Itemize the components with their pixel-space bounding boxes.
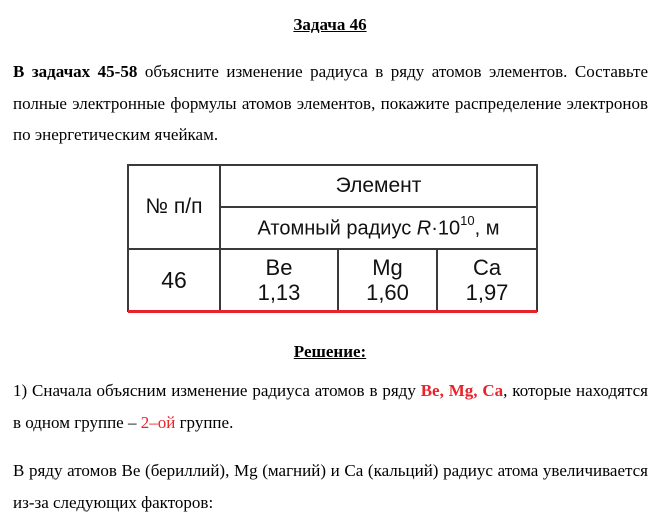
table-bottom-red-line [128,310,537,313]
element-radius-value: 1,13 [257,280,301,305]
header-element: Элемент [220,165,537,207]
element-cell-be [220,249,338,311]
group-number-highlight: 2–ой [140,412,176,432]
solution-title: Решение: [293,342,367,361]
element-series-highlight: Be, Mg, Ca [420,381,504,400]
para1-text-middle: , которые находятся в одном группе – [13,381,648,432]
para1-text-start: 1) Сначала объясним изменение радиуса атомов в ряду [13,381,421,400]
solution-paragraph-2: В ряду атомов Be (бериллий), Mg (магний) и Ca (кальций) радиус атома увеличивается из-за следующих факторов: [13,461,648,512]
element-radius-value: 1,60 [366,280,409,305]
element-cell-mg [338,249,437,311]
element-symbol: Be [265,255,293,280]
radius-variable: R [416,217,432,240]
element-symbol: Mg [372,255,403,280]
element-symbol: Ca [472,255,502,280]
data-table [127,164,538,312]
radius-exponent: 10 [460,213,475,229]
para1-text-end: группе. [175,412,234,432]
task-range-label: В задачах 45-58 [13,62,138,81]
radius-unit: , м [474,217,500,240]
solution-paragraph-1 [13,375,648,438]
element-radius-value: 1,97 [465,280,509,305]
header-row-number: № п/п [128,165,220,249]
row-number-cell: 46 [128,249,220,311]
task-description [13,56,648,151]
data-table-wrapper [127,164,536,312]
radius-label: Атомный радиус [257,217,417,240]
task-instructions: объясните изменение радиуса в ряду атомов элементов. Составьте полные электронные формулы атомов элементов, покажите распределение электронов по энергетическим ячейкам. [13,62,648,144]
element-cell-ca [437,249,537,311]
radius-multiplier: ·10 [431,217,461,240]
task-title: Задача 46 [293,15,367,34]
header-atomic-radius [220,207,537,249]
